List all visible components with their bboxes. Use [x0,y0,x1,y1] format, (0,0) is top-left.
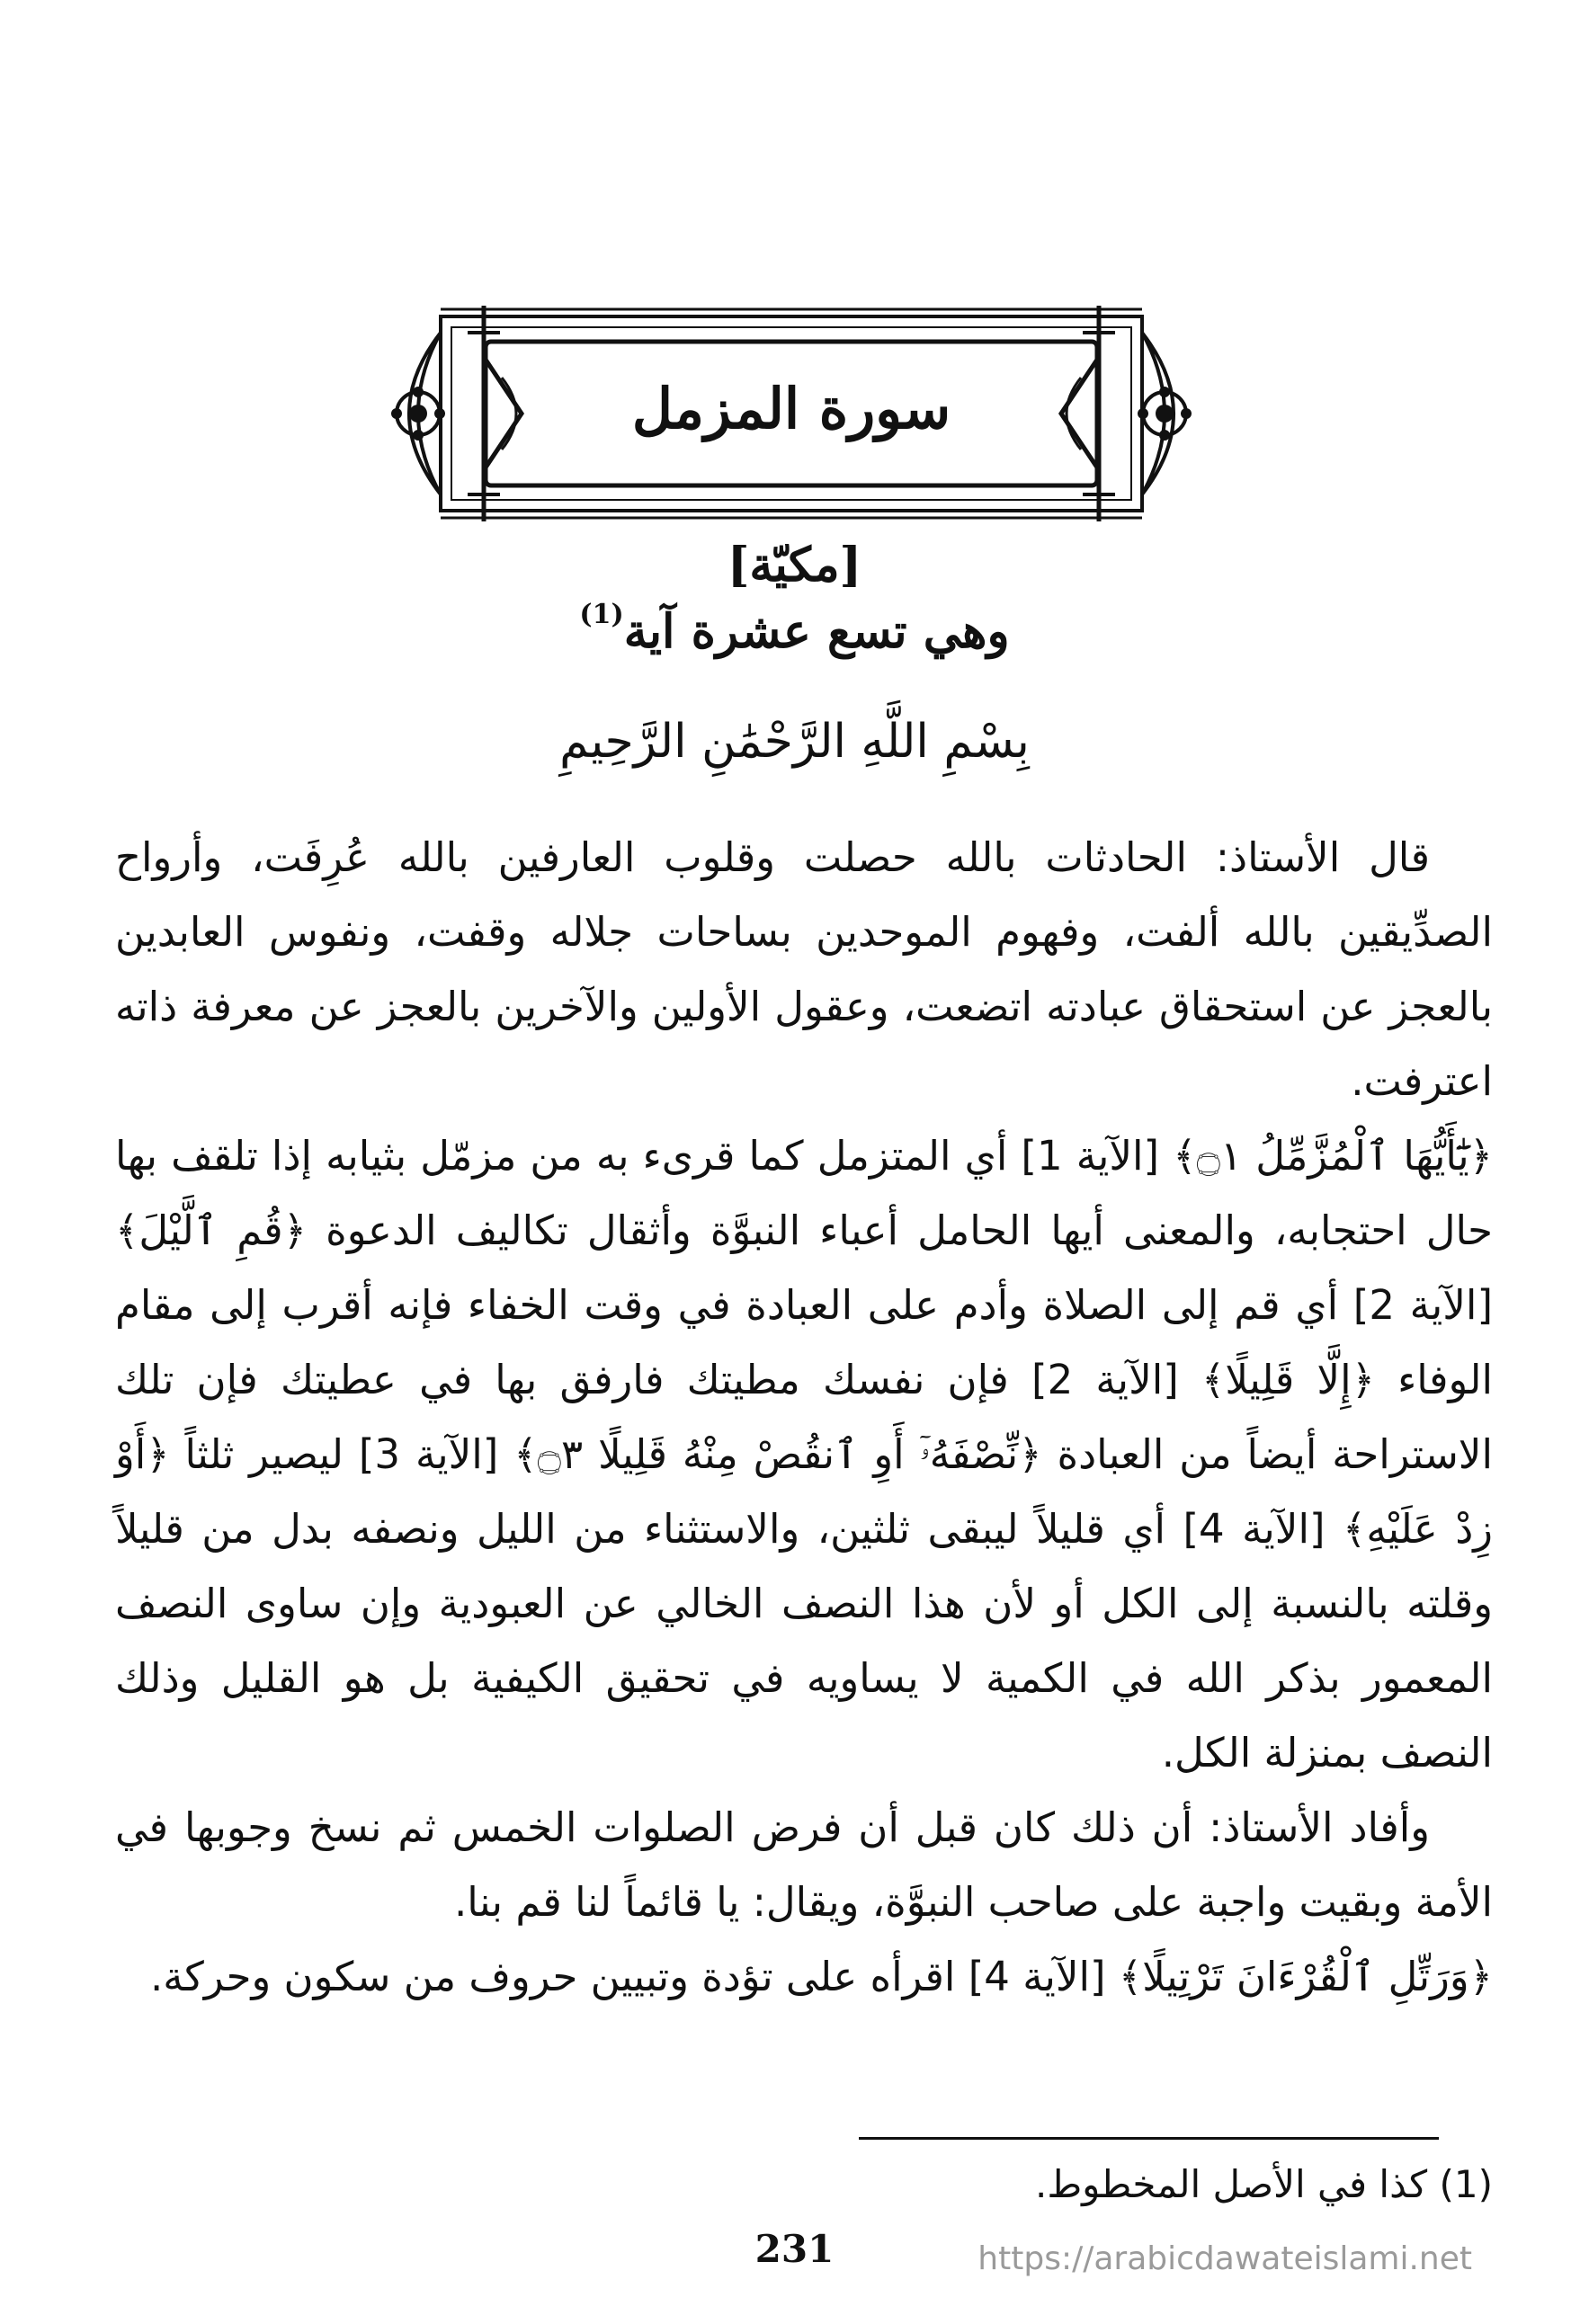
footnote-divider [859,2137,1439,2140]
paragraph-4: ﴿وَرَتِّلِ ٱلْقُرْءَانَ تَرْتِيلًا﴾ [الآية 4] اقرأه على تؤدة وتبيين حروف من سكون وحركة. [150,1953,1493,2000]
surah-title: سورة المزمل [631,376,951,441]
ayat-count-line [0,599,1589,659]
paragraph-3: وأفاد الأستاذ: أن ذلك كان قبل أن فرض الصلوات الخمس ثم نسخ وجوبها في الأمة وبقيت واجبة على صاحب النبوَّة، ويقال: يا قائماً لنا قم بنا. [115,1803,1493,1926]
paragraph-1: قال الأستاذ: الحادثات بالله حصلت وقلوب العارفين بالله عُرِفَت، وأرواح الصدِّيقين بالله ألفت، وفهوم الموحدين بساحات جلاله وقفت، ونفوس العابدين بالعجز عن استحقاق عبادته اتضعت، وعقول الأولين والآخرين بالعجز عن معرفة ذاته اعترفت. [115,833,1493,1105]
watermark: https://arabicdawateislami.net [978,2240,1472,2277]
tafsir-body [115,820,1493,2014]
surah-title-frame [378,306,1205,521]
footnote: (1) كذا في الأصل المخطوط. [1034,2162,1493,2206]
revelation-type: [مكيّة] [727,538,862,592]
footnote-marker: (1) [579,599,624,630]
ayat-count: وهي تسع عشرة آية [623,604,1010,659]
basmala: بِسْمِ اللَّهِ الرَّحْمَٰنِ الرَّحِيمِ [559,715,1030,769]
page-number: 231 [754,2227,835,2271]
paragraph-2: ﴿يَٰٓأَيُّهَا ٱلْمُزَّمِّلُ ۝١﴾ [الآية 1] أي المتزمل كما قرىء به من مزمّل بثيابه إذا تلقف بها حال احتجابه، والمعنى أيها الحامل أعباء النبوَّة وأثقال تكاليف الدعوة ﴿قُمِ ٱلَّيْلَ﴾ [الآية 2] أي قم إلى الصلاة وأدم على العبادة في وقت الخفاء فإنه أقرب إلى مقام الوفاء ﴿إِلَّا قَلِيلًا﴾ [الآية 2] فإن نفسك مطيتك فارفق بها في عطيتك فإن تلك الاستراحة أيضاً من العبادة ﴿نِّصْفَهُۥٓ أَوِ ٱنقُصْ مِنْهُ قَلِيلًا ۝٣﴾ [الآية 3] ليصير ثلثاً ﴿أَوْ زِدْ عَلَيْهِ﴾ [الآية 4] أي قليلاً ليبقى ثلثين، والاستثناء من الليل ونصفه بدل من قليلاً وقلته بالنسبة إلى الكل أو لأن هذا النصف الخالي عن العبودية وإن ساوى النصف المعمور بذكر الله في الكمية لا يساويه في تحقيق الكيفية بل هو القليل وذلك النصف بمنزلة الكل. [115,1132,1494,1776]
